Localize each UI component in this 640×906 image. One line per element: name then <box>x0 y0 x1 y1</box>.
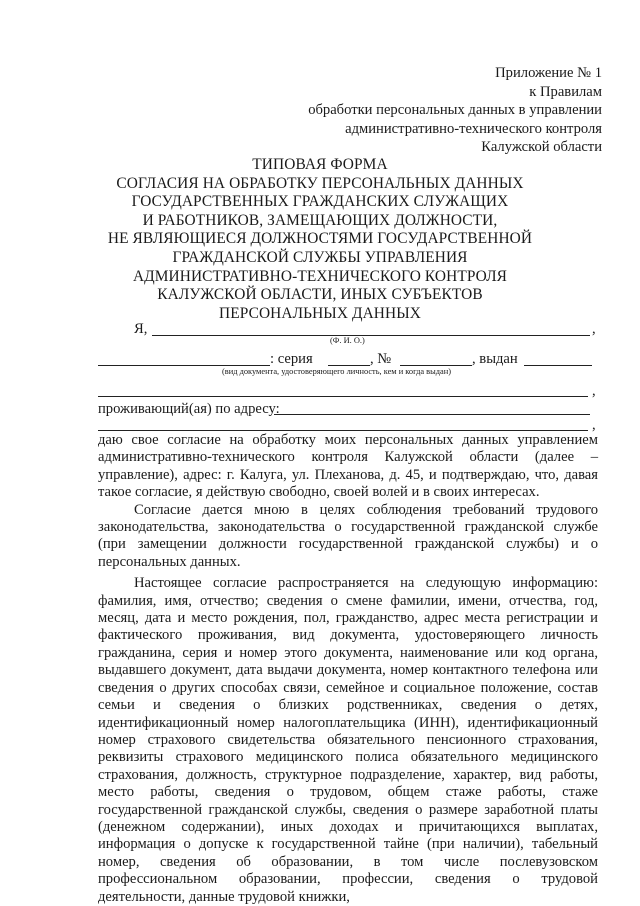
title-line: ГРАЖДАНСКОЙ СЛУЖБЫ УПРАВЛЕНИЯ <box>172 248 468 266</box>
title-line: ГОСУДАРСТВЕННЫХ ГРАЖДАНСКИХ СЛУЖАЩИХ <box>131 193 509 211</box>
title-line: НЕ ЯВЛЯЮЩИЕСЯ ДОЛЖНОСТЯМИ ГОСУДАРСТВЕННОЙ <box>107 230 533 248</box>
number-field[interactable] <box>400 365 472 366</box>
title-line: ПЕРСОНАЛЬНЫХ ДАННЫХ <box>219 304 421 322</box>
issued-comma: , <box>592 383 596 399</box>
address-field[interactable] <box>274 414 590 415</box>
title-line: КАЛУЖСКОЙ ОБЛАСТИ, ИНЫХ СУБЪЕКТОВ <box>157 286 483 304</box>
body-paragraph: Согласие дается мною в целях соблюдения требований трудового законодательства, законодательства о государственной гражданской службе (при замещении должности государственной гражданской службы) и о персональных данных. <box>98 501 598 570</box>
address-label: проживающий(ая) по адресу: <box>98 401 280 417</box>
title-line: И РАБОТНИКОВ, ЗАМЕЩАЮЩИХ ДОЛЖНОСТИ, <box>142 211 498 229</box>
address-continuation-field[interactable] <box>98 430 588 431</box>
body-paragraph: Настоящее согласие распространяется на следующую информацию: фамилия, имя, отчество; сведения о смене фамилии, имени, отчества, год, месяц, дата и место рождения, пол, гражданство, адрес места регистрации и фактического проживания, вид документа, удостоверяющего личность гражданина, серия и номер этого документа, наименование или код органа, выдавшего документ, дата выдачи документа, номер контактного телефона или сведения о других способах связи, семейное и социальное положение, состав семьи и сведения о близких родственниках, сведения о детях, идентификационный номер налогоплательщика (ИНН), идентификационный номер страхового свидетельства обязательного пенсионного страхования, реквизиты страхового медицинского полиса обязательного медицинского страхования, должность, структурное подразделение, характер, вид работы, место работы, сведения о трудовом, общем стаже работы, стаже государственной гражданской службы, сведения о размере заработной платы (денежном содержании), иных доходах и причитающихся выплатах, информация о допуске к государственной тайне (при наличии), табельный номер, сведения об образовании, в том числе послевузовском профессиональном образовании, профессии, сведения о трудовой деятельности, данные трудовой книжки, <box>98 575 598 905</box>
address-comma: , <box>592 417 596 433</box>
issued-label: , выдан <box>472 351 518 367</box>
fio-caption: (Ф. И. О.) <box>330 336 365 345</box>
body-paragraph: даю свое согласие на обработку моих персональных данных управлением административно-технического контроля Калужской области (далее – управление), адрес: г. Калуга, ул. Плеханова, д. 45, и подтверждаю, что, давая такое согласие, я действую свободно, своей волей и в своих интересах. <box>98 432 598 501</box>
title-line: АДМИНИСТРАТИВНО-ТЕХНИЧЕСКОГО КОНТРОЛЯ <box>132 267 508 285</box>
appendix-line: к Правилам <box>529 83 602 100</box>
document-title <box>60 156 580 323</box>
issued-continuation-field[interactable] <box>98 396 588 397</box>
number-label: , № <box>370 351 392 367</box>
document-caption: (вид документа, удостоверяющего личность, кем и когда выдан) <box>222 367 452 376</box>
appendix-header <box>282 64 602 157</box>
fio-field[interactable] <box>152 335 590 336</box>
i-label: Я, <box>134 321 148 337</box>
series-field[interactable] <box>328 365 370 366</box>
series-label: : серия <box>270 351 313 367</box>
issued-field[interactable] <box>524 365 592 366</box>
appendix-line: Приложение № 1 <box>495 65 602 81</box>
title-line: ТИПОВАЯ ФОРМА <box>252 156 388 173</box>
appendix-line: обработки персональных данных в управлении <box>308 102 602 119</box>
title-line: СОГЛАСИЯ НА ОБРАБОТКУ ПЕРСОНАЛЬНЫХ ДАННЫХ <box>116 174 524 192</box>
appendix-line: Калужской области <box>481 139 602 156</box>
body-text <box>98 432 598 906</box>
fio-comma: , <box>592 321 596 337</box>
document-type-field[interactable] <box>98 365 270 366</box>
appendix-line: административно-технического контроля <box>345 120 602 137</box>
